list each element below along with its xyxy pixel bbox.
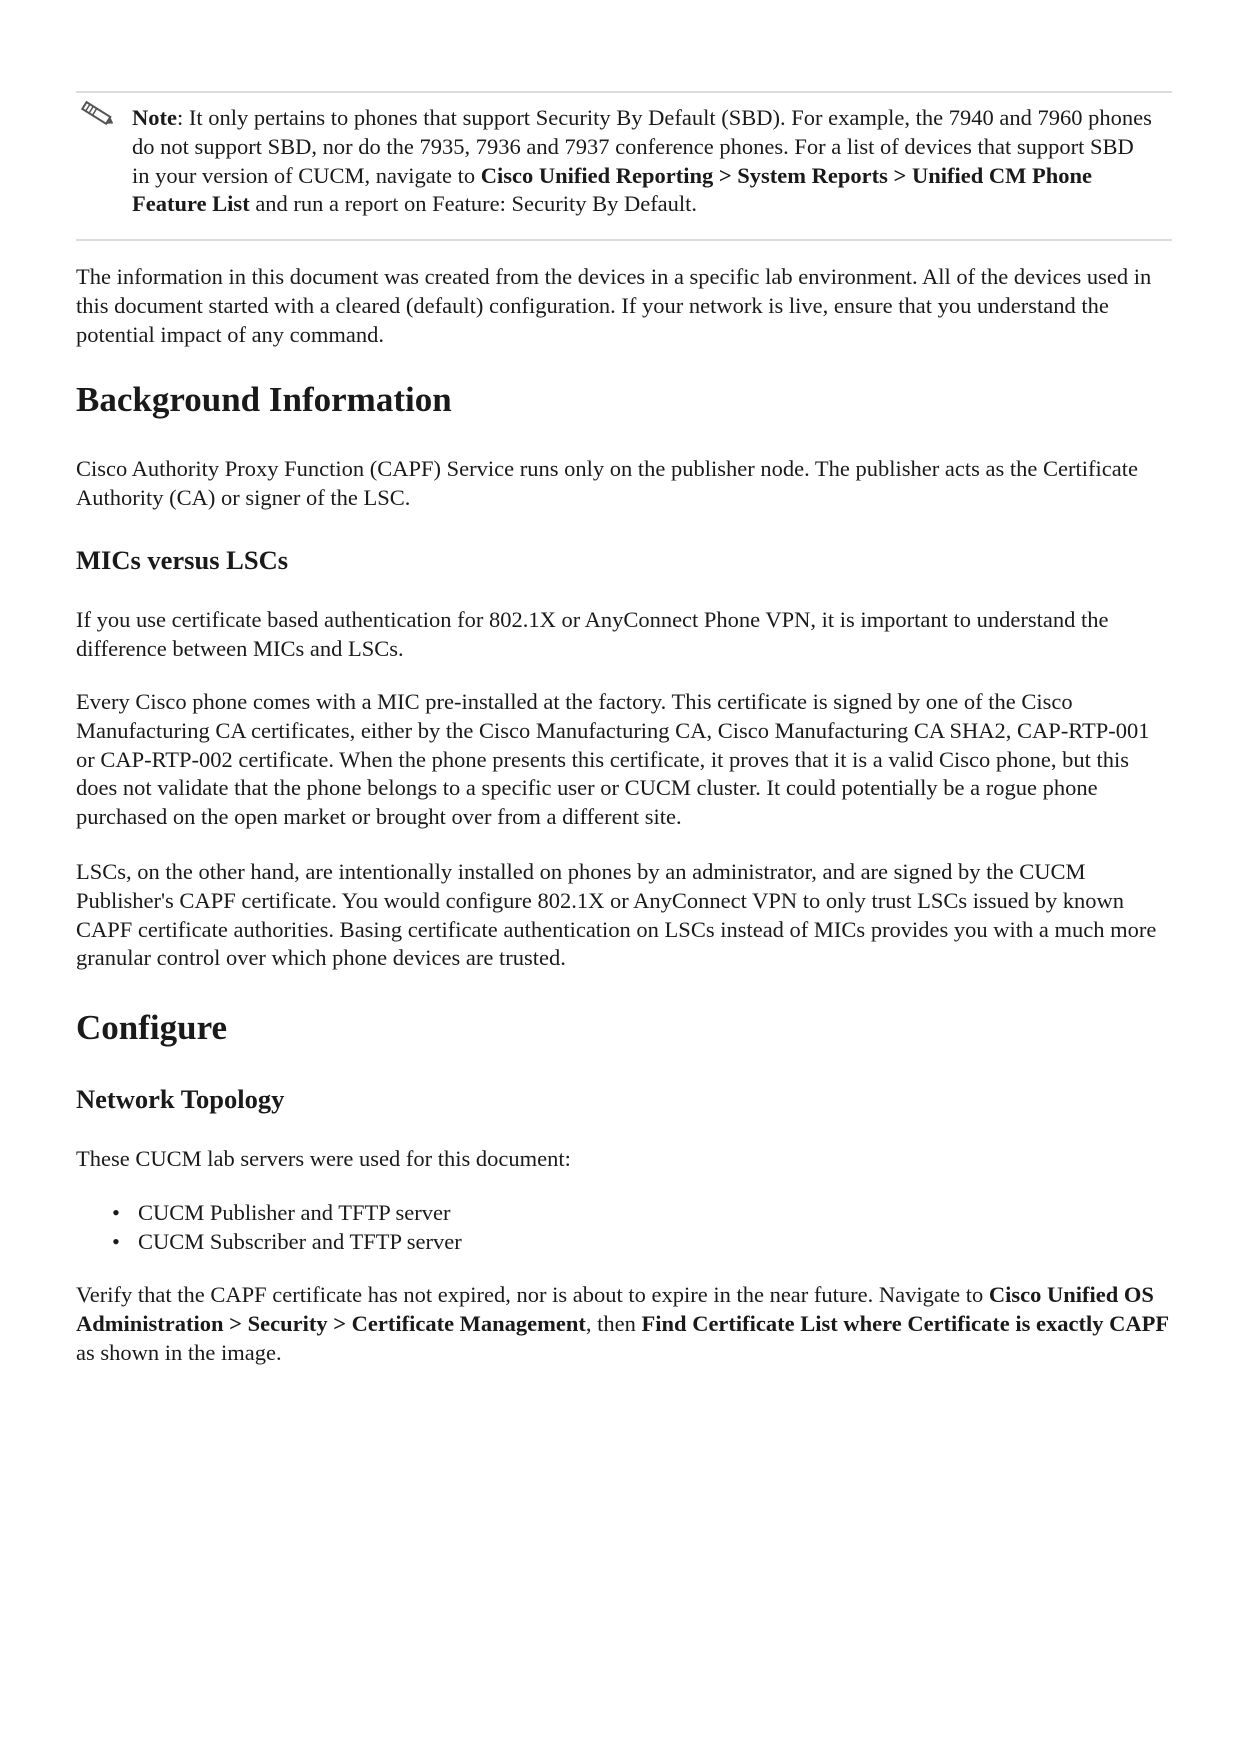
server-list [76, 1199, 462, 1257]
intro-paragraph: The information in this document was created from the devices in a specific lab environment. All of the devices used in this document started with a cleared (default) configuration. If your network is live, ensure that you understand the potential impact of any command. [76, 264, 1152, 347]
note-text [132, 104, 1152, 219]
topology-heading: Network Topology [76, 1084, 285, 1114]
mics-paragraph-2: Every Cisco phone comes with a MIC pre-installed at the factory. This certificate is signed by one of the Cisco Manufacturing CA certificates, either by the Cisco Manufacturing CA, Cisco Manufacturing CA SHA2, CAP-RTP-001 or CAP-RTP-002 certificate. When the phone presents this certificate, it proves that it is a valid Cisco phone, but this does not validate that the phone belongs to a specific user or CUCM cluster. It could potentially be a rogue phone purchased on the open market or brought over from a different site. [76, 689, 1150, 830]
topology-intro: These CUCM lab servers were used for this document: [76, 1146, 571, 1171]
verify-text-2: , then [585, 1310, 642, 1336]
mics-heading: MICs versus LSCs [76, 545, 289, 575]
verify-paragraph [76, 1281, 1172, 1367]
pencil-note-icon [78, 99, 118, 129]
note-body-2: and run a report on Feature: Security By Default. [249, 191, 698, 217]
mics-paragraph-1: If you use certificate based authentication for 802.1X or AnyConnect Phone VPN, it is important to understand the difference between MICs and LSCs. [76, 607, 1109, 661]
list-item-text: CUCM Subscriber and TFTP server [138, 1228, 462, 1254]
note-navigation-path: Cisco Unified Reporting > System Reports > Unified CM Phone Feature List [132, 162, 1092, 217]
verify-text-1: Verify that the CAPF certificate has not expired, nor is about to expire in the near future. Navigate to [76, 1282, 989, 1307]
verify-find-criteria: Find Certificate List where Certificate is exactly CAPF [641, 1310, 1170, 1336]
list-item-text: CUCM Publisher and TFTP server [138, 1200, 451, 1225]
background-paragraph: Cisco Authority Proxy Function (CAPF) Service runs only on the publisher node. The publisher acts as the Certificate Authority (CA) or signer of the LSC. [76, 456, 1138, 510]
list-item [76, 1228, 462, 1257]
background-heading: Background Information [76, 380, 452, 419]
bullet-icon: • [112, 1200, 120, 1225]
note-top-divider [76, 91, 1172, 93]
note-bottom-divider [76, 239, 1172, 241]
bullet-icon: • [112, 1228, 120, 1254]
verify-text-3: as shown in the image. [76, 1339, 282, 1365]
mics-paragraph-3: LSCs, on the other hand, are intentionally installed on phones by an administrator, and are signed by the CUCM Publisher's CAPF certificate. You would configure 802.1X or AnyConnect VPN to only trust LSCs issued by known CAPF certificate authorities. Basing certificate authentication on LSCs instead of MICs provides you with a much more granular control over which phone devices are trusted. [76, 859, 1157, 971]
note-label: Note [132, 105, 177, 130]
configure-heading: Configure [76, 1008, 228, 1047]
list-item [76, 1199, 462, 1228]
note-body-1: : It only pertains to phones that support Security By Default (SBD). For example, the 7940 and 7960 phones do not support SBD, nor do the 7935, 7936 and 7937 conference phones. For a list of devices that support SBD in your version of CUCM, navigate to [132, 105, 1152, 188]
verify-navigation-path: Cisco Unified OS Administration > Security > Certificate Management [76, 1282, 1154, 1336]
